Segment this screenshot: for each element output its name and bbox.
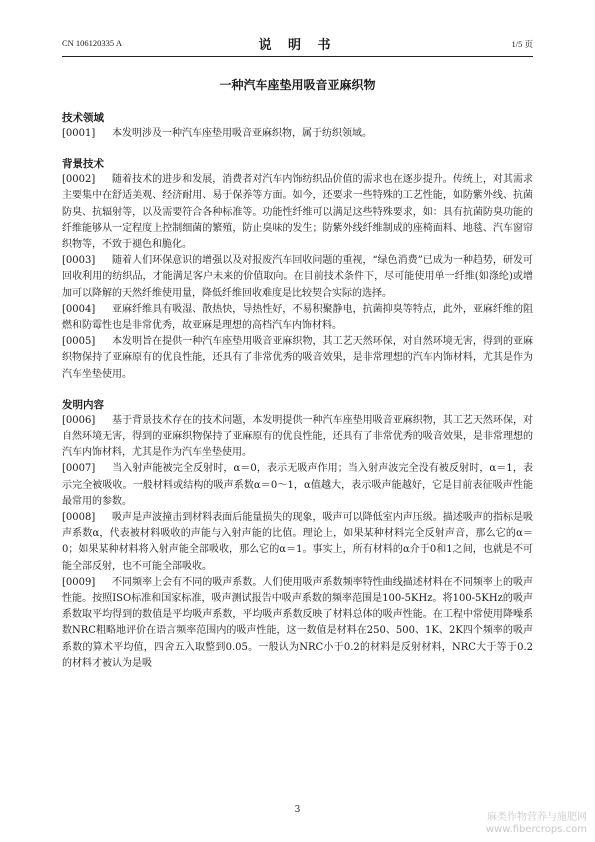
paragraph-number: [0008] (62, 512, 96, 524)
paragraph (62, 172, 533, 253)
watermark-line2: www.fibercrops.com (485, 824, 587, 835)
paragraph (62, 126, 533, 142)
paragraph-text: 本发明涉及一种汽车座垫用吸音亚麻织物，属于纺织领域。 (112, 128, 372, 139)
paragraph-text: 亚麻纤维具有吸湿、散热快，导热性好，不易积聚静电，抗菌抑臭等特点，此外，亚麻纤维的阻燃和防霉性也是非常优秀，故亚麻是理想的高档汽车内饰材料。 (62, 303, 533, 332)
paragraph-text: 本发明旨在提供一种汽车座垫用吸音亚麻织物，其工艺天然环保，对自然环境无害，得到的亚麻织物保持了亚麻原有的优良性能，还具有了非常优秀的吸音效果，是非常理想的汽车内饰材料，尤其是作为汽车坐垫使用。 (62, 336, 533, 380)
paragraph (62, 302, 533, 334)
paragraph-number: [0006] (62, 414, 96, 426)
document-body (62, 110, 533, 672)
paragraph-text: 当入射声能被完全反射时，α＝0，表示无吸声作用；当入射声波完全没有被反射时，α＝1，表示完全被吸收。一般材料或结构的吸声系数α＝0～1，α值越大，表示吸声能越好，它是目前表征吸声性能最常用的参数。 (62, 463, 533, 507)
paragraph-number: [0002] (62, 174, 96, 186)
paragraph-text: 吸声是声波撞击到材料表面后能量损失的现象，吸声可以降低室内声压级。描述吸声的指标是吸声系数α，代表被材料吸收的声能与入射声能的比值。理论上，如果某种材料完全反射声音，那么它的α＝0；如果某种材料将入射声能全部吸收，那么它的α＝1。事实上，所有材料的α介于0和1之间，也就是不可能全部反射，也不可能全部吸收。 (62, 512, 533, 572)
header-rule (62, 56, 533, 57)
watermark-line1: 麻类作物营养与施肥网 (487, 812, 587, 823)
section-heading: 发明内容 (62, 398, 104, 411)
page-number: 3 (294, 805, 301, 815)
page-indicator: 1/5 页 (511, 39, 533, 49)
section-heading: 背景技术 (62, 158, 104, 171)
paragraph (62, 575, 533, 672)
paragraph-number: [0003] (62, 255, 96, 267)
paragraph (62, 334, 533, 383)
paragraph-number: [0001] (62, 128, 96, 139)
paragraph-text: 基于背景技术存在的技术问题，本发明提供一种汽车座垫用吸音亚麻织物，其工艺天然环保，对自然环境无害，得到的亚麻织物保持了亚麻原有的优良性能，还具有了非常优秀的吸音效果，是非常理想的汽车内饰材料，尤其是作为汽车坐垫使用。 (62, 414, 533, 459)
section-heading: 技术领域 (62, 112, 104, 124)
paragraph-number: [0007] (62, 463, 96, 475)
paragraph (62, 461, 533, 510)
paragraph-number: [0004] (62, 303, 96, 315)
paragraph (62, 413, 533, 462)
header-title: 说 明 书 (258, 38, 337, 53)
page-header (62, 38, 533, 52)
watermark (486, 812, 587, 836)
paragraph-text: 随着技术的进步和发展，消费者对汽车内饰纺织品价值的需求也在逐步提升。传统上，对其需求主要集中在舒适美观、经济耐用、易于保养等方面。如今，还要求一些特殊的工艺性能，如防紫外线、抗菌防臭、抗辐射等，以及需要符合各种标准等。功能性纤维可以满足这些特殊要求，如：具有抗菌防臭功能的纤维能够从一定程度上控制细菌的繁殖，防止臭味的发生；防紫外线纤维制成的座椅面料、地毯、汽车窗帘织物等，不致于褪色和脆化。 (62, 174, 533, 251)
paragraph (62, 510, 533, 575)
paragraph-number: [0009] (62, 576, 96, 588)
paragraph (62, 253, 533, 302)
paragraph-text: 不同频率上会有不同的吸声系数。人们使用吸声系数频率特性曲线描述材料在不同频率上的吸声性能。按照ISO标准和国家标准，吸声测试报告中吸声系数的频率范围是100-5KHz。将100-5KHz的吸声系数取平均得到的数值是平均吸声系数，平均吸声系数反映了材料总体的吸声性能。在工程中常使用降噪系数NRC粗略地评价在语言频率范围内的吸声性能，这一数值是材料在250、500、1K、2K四个频率的吸声系数的算术平均值，四舍五入取整到0.05。一般认为NRC小于0.2的材料是反射材料，NRC大于等于0.2的材料才被认为是吸 (62, 576, 533, 669)
publication-number: CN 106120335 A (62, 38, 122, 48)
document-title: 一种汽车座垫用吸音亚麻织物 (219, 78, 376, 92)
paragraph-number: [0005] (62, 336, 96, 348)
paragraph-text: 随着人们环保意识的增强以及对报废汽车回收问题的重视，“绿色消费”已成为一种趋势，研发可回收利用的纺织品，才能满足客户未来的价值取向。在目前技术条件下，尽可能使用单一纤维(如涤纶)或增加可以降解的天然纤维使用量，降低纤维回收难度是比较契合实际的选择。 (62, 255, 533, 299)
